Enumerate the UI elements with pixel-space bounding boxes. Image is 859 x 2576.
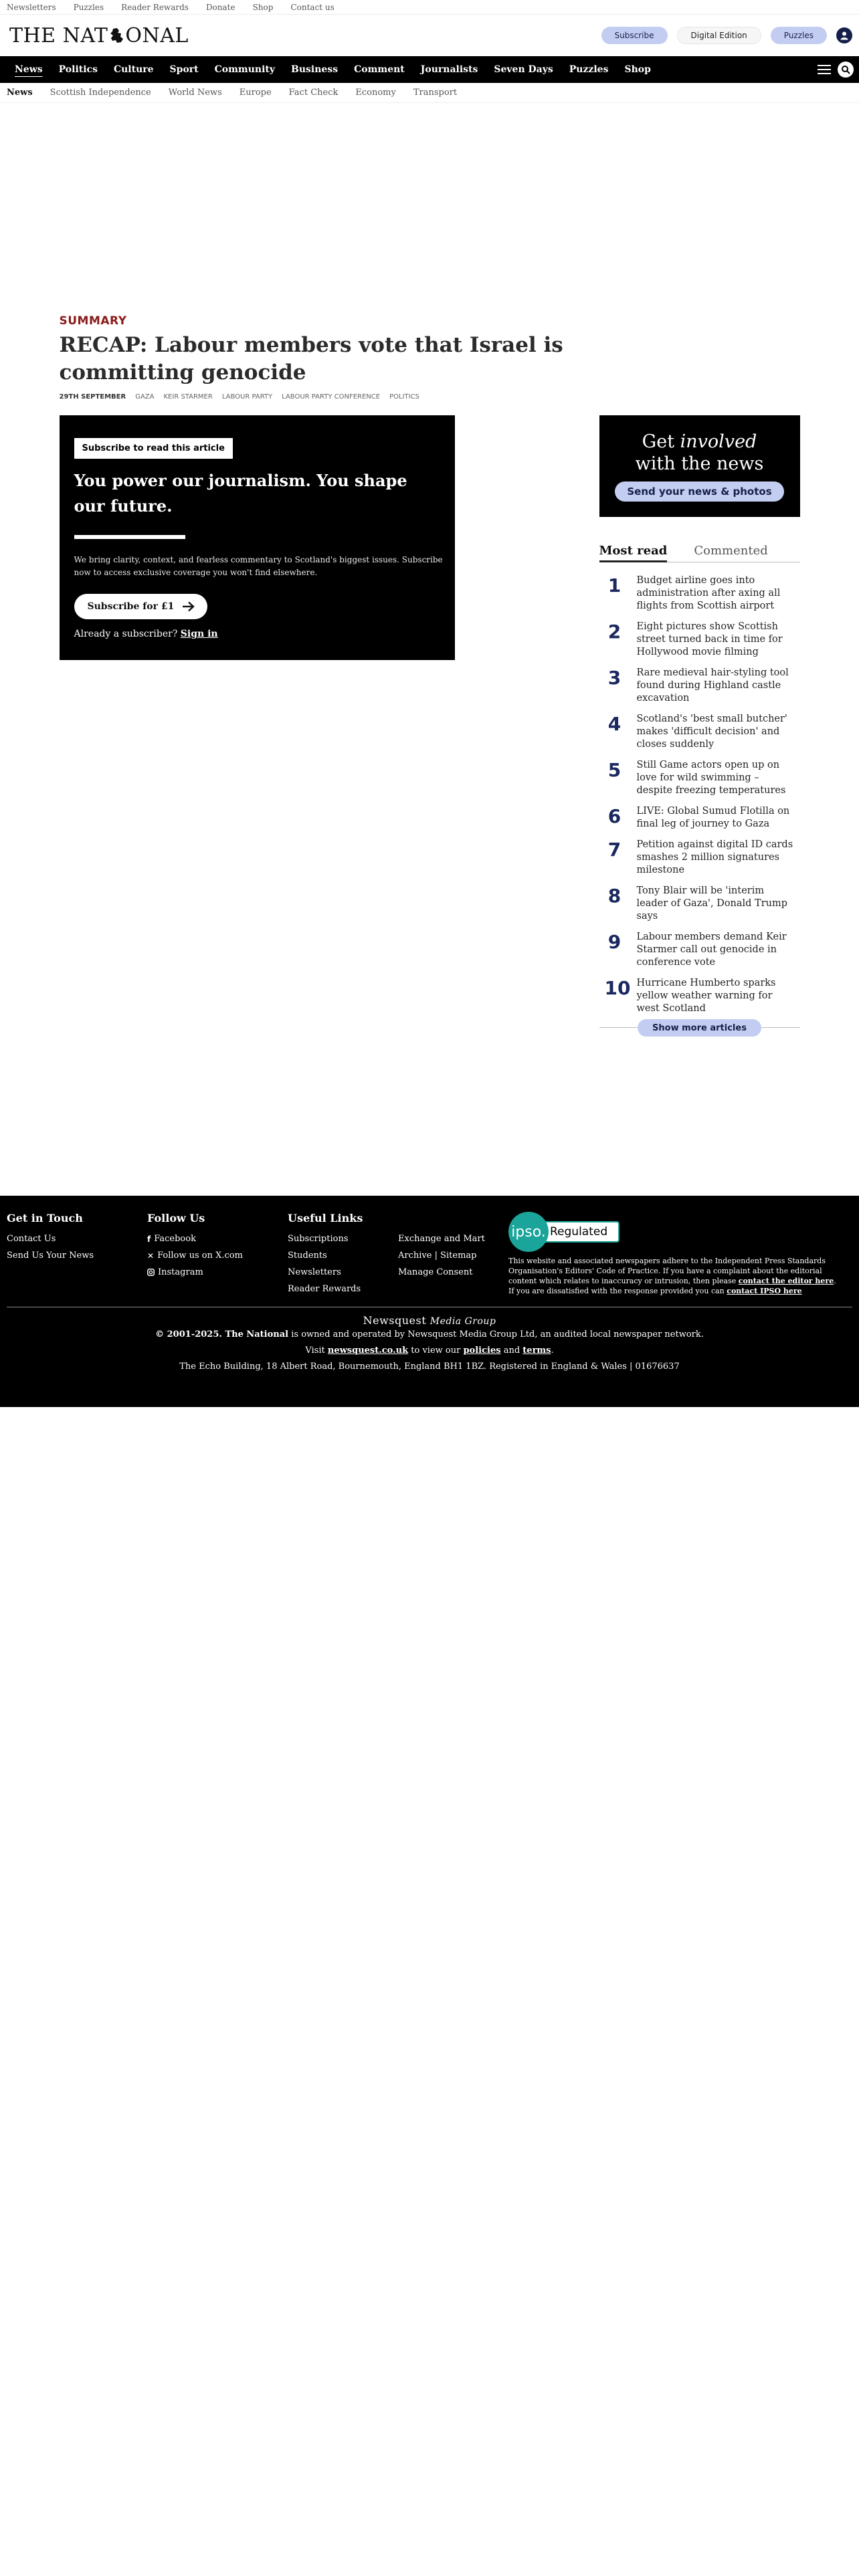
ipso-logo: ipso. (508, 1212, 549, 1252)
visit-text: Visit (305, 1346, 325, 1356)
paywall-badge: Subscribe to read this article (74, 438, 233, 459)
search-button[interactable] (838, 62, 854, 78)
nav-item-sport[interactable]: Sport (169, 64, 199, 75)
header-actions (601, 27, 852, 44)
utility-bar (0, 0, 859, 15)
most-read-title: Rare medieval hair-styling tool found during Highland castle excavation (636, 667, 789, 704)
terms-link[interactable]: terms (522, 1346, 551, 1356)
primary-nav (0, 56, 859, 83)
footer-link-students[interactable]: Students (288, 1251, 327, 1261)
puzzles-button[interactable]: Puzzles (771, 27, 827, 44)
user-account-button[interactable] (836, 27, 852, 43)
article-meta (60, 393, 800, 401)
footer-link-newsletters[interactable]: Newsletters (288, 1267, 341, 1277)
useful-links-grid (288, 1234, 508, 1301)
sidebar (599, 415, 800, 1045)
newsquest-link[interactable]: newsquest.co.uk (327, 1346, 409, 1356)
newsquest-name: Newsquest (363, 1314, 427, 1327)
rank-number: 5 (607, 759, 622, 781)
subscribe-for-1-label: Subscribe for £1 (87, 601, 175, 612)
utility-link-shop[interactable]: Shop (252, 2, 274, 12)
sign-in-link[interactable]: Sign in (180, 629, 218, 639)
logo-text-left: THE NAT (9, 23, 108, 47)
footer-columns (0, 1196, 859, 1307)
footer-link-subscriptions[interactable]: Subscriptions (288, 1234, 349, 1244)
tag-labour-party-conference[interactable]: LABOUR PARTY CONFERENCE (282, 393, 381, 401)
rank-number: 7 (607, 839, 622, 861)
article-body-row (60, 415, 800, 1045)
footer-bottom (0, 1307, 859, 1375)
most-read-title: Eight pictures show Scottish street turned back in time for Hollywood movie filming (636, 621, 783, 657)
footer-link-facebook[interactable] (147, 1234, 288, 1244)
nav-item-culture[interactable]: Culture (113, 64, 154, 75)
most-read-item[interactable] (599, 705, 800, 751)
rank-number: 1 (607, 574, 622, 597)
footer-link-facebook-label: Facebook (154, 1234, 196, 1244)
and-text: and (503, 1346, 520, 1356)
footer-link-archive-sitemap[interactable]: Archive | Sitemap (398, 1251, 477, 1261)
paywall-text: We bring clarity, context, and fearless commentary to Scotland's biggest issues. Subscribe now to access exclusive coverage you won't find elsewhere. (74, 555, 443, 577)
footer-heading-follow-us: Follow Us (147, 1212, 205, 1224)
utility-link-contact[interactable]: Contact us (290, 2, 335, 12)
subnav-item-fact-check[interactable]: Fact Check (288, 88, 339, 98)
nav-item-seven-days[interactable]: Seven Days (494, 64, 553, 75)
scotland-map-icon (109, 27, 124, 43)
footer-get-in-touch (7, 1212, 147, 1307)
already-subscriber-text: Already a subscriber? (74, 629, 178, 639)
secondary-nav (0, 83, 859, 103)
x-logo-icon: ✕ (147, 1251, 155, 1261)
subscribe-for-1-button[interactable] (74, 594, 208, 619)
copyright-rest: is owned and operated by Newsquest Media Group Ltd, an audited local newspaper network. (291, 1329, 704, 1339)
tag-labour-party[interactable]: LABOUR PARTY (221, 393, 273, 401)
footer-link-exchange-and-mart[interactable]: Exchange and Mart (398, 1234, 485, 1244)
tag-gaza[interactable]: GAZA (135, 393, 155, 401)
send-news-button[interactable]: Send your news & photos (615, 481, 783, 502)
get-involved-title (636, 431, 764, 475)
get-involved-with-news: with the news (635, 453, 764, 474)
footer-link-x-label: Follow us on X.com (157, 1251, 243, 1261)
ipso-text-start: This website and associated newspapers adhere to the Independent Press Standards Organisation's Editors' Code of Practice. If you have a complaint about the editorial content which relates to inaccuracy or intrusion, then please (508, 1257, 826, 1285)
rank-number: 10 (604, 977, 631, 999)
site-logo[interactable] (9, 24, 189, 47)
tag-politics[interactable]: POLITICS (389, 393, 419, 401)
most-read-title: Still Game actors open up on love for wild swimming – despite freezing temperatures (636, 760, 786, 796)
nav-item-journalists[interactable]: Journalists (420, 64, 478, 75)
ipso-regulated-label: Regulated (541, 1221, 619, 1243)
footer-follow-us (147, 1212, 288, 1307)
to-view-text: to view our (411, 1346, 461, 1356)
user-icon (840, 31, 849, 40)
most-read-title: Budget airline goes into administration after axing all flights from Scottish airport (636, 575, 781, 611)
copyright-bold: © 2001-2025. The National (155, 1329, 289, 1339)
newsquest-logo (0, 1314, 859, 1327)
visit-line (0, 1343, 859, 1359)
most-read-title: Scotland's 'best small butcher' makes 'difficult decision' and closes suddenly (636, 714, 787, 750)
utility-link-newsletters[interactable]: Newsletters (7, 2, 56, 12)
most-read-list (599, 566, 800, 1015)
rank-number: 4 (607, 713, 622, 735)
paywall-signin-row (74, 629, 440, 639)
subnav-item-news[interactable]: News (7, 88, 33, 98)
tab-commented[interactable]: Commented (694, 544, 768, 558)
most-read-item[interactable] (599, 797, 800, 831)
utility-link-reader-rewards[interactable]: Reader Rewards (121, 2, 189, 12)
search-icon (841, 65, 850, 74)
rank-number: 2 (607, 621, 622, 643)
subnav-item-europe[interactable]: Europe (239, 88, 272, 98)
digital-edition-button[interactable]: Digital Edition (677, 27, 761, 44)
masthead (0, 15, 859, 56)
get-involved-get: Get (642, 431, 675, 452)
paywall-panel (60, 415, 455, 660)
footer-heading-get-in-touch: Get in Touch (7, 1212, 83, 1224)
subnav-item-economy[interactable]: Economy (355, 88, 396, 98)
most-read-item[interactable] (599, 566, 800, 613)
nav-tools (816, 62, 854, 78)
utility-link-donate[interactable]: Donate (205, 2, 235, 12)
subscribe-button[interactable]: Subscribe (601, 27, 668, 44)
subnav-item-world-news[interactable]: World News (168, 88, 222, 98)
contact-editor-link[interactable]: contact the editor here (738, 1277, 834, 1285)
menu-icon[interactable] (816, 62, 832, 78)
policies-link[interactable]: policies (463, 1346, 501, 1356)
footer-link-contact-us[interactable]: Contact Us (7, 1234, 56, 1244)
copyright-line (0, 1327, 859, 1343)
logo-text-right: ONAL (125, 23, 189, 47)
contact-ipso-link[interactable]: contact IPSO here (727, 1287, 802, 1295)
most-read-title: Petition against digital ID cards smashes 2 million signatures milestone (636, 839, 793, 875)
article-kicker: SUMMARY (59, 314, 127, 328)
footer-link-manage-consent[interactable]: Manage Consent (398, 1267, 473, 1277)
nav-item-community[interactable]: Community (214, 64, 276, 75)
most-read-item[interactable] (599, 751, 800, 797)
footer-link-instagram[interactable] (147, 1267, 288, 1277)
article (60, 314, 800, 1045)
most-read-item[interactable] (599, 831, 800, 877)
most-read-title: Tony Blair will be 'interim leader of Gaza', Donald Trump says (636, 885, 788, 922)
article-headline: RECAP: Labour members vote that Israel is committing genocide (59, 333, 563, 385)
facebook-icon: f (147, 1234, 151, 1244)
ad-space (0, 103, 859, 314)
most-read-tabs (599, 544, 800, 562)
most-read-item[interactable] (599, 923, 800, 969)
nav-item-business[interactable]: Business (291, 64, 339, 75)
most-read-item[interactable] (599, 877, 800, 923)
footer-heading-useful-links: Useful Links (288, 1212, 363, 1224)
ipso-regulated-badge[interactable] (508, 1212, 843, 1252)
nav-item-shop[interactable]: Shop (624, 64, 651, 75)
article-date: 29TH SEPTEMBER (59, 393, 126, 401)
show-more-articles-button[interactable]: Show more articles (638, 1019, 761, 1037)
tag-keir-starmer[interactable]: KEIR STARMER (163, 393, 213, 401)
most-read-title: Labour members demand Keir Starmer call out genocide in conference vote (636, 932, 787, 968)
footer-link-send-news[interactable]: Send Us Your News (7, 1251, 94, 1261)
most-read-title: Hurricane Humberto sparks yellow weather warning for west Scotland (636, 978, 776, 1014)
address-line: The Echo Building, 18 Albert Road, Bournemouth, England BH1 1BZ. Registered in England & Wales | 01676637 (179, 1362, 680, 1372)
utility-link-puzzles[interactable]: Puzzles (73, 2, 104, 12)
show-more-wrap (599, 1023, 800, 1045)
most-read-item[interactable] (599, 659, 800, 705)
footer-ipso (508, 1212, 843, 1307)
rank-number: 3 (607, 667, 622, 689)
instagram-icon (147, 1269, 155, 1276)
footer-link-instagram-label: Instagram (158, 1267, 203, 1277)
most-read-item[interactable] (599, 969, 800, 1015)
rank-number: 9 (607, 931, 622, 953)
subnav-item-scottish-independence[interactable]: Scottish Independence (50, 88, 151, 98)
arrow-right-icon (182, 601, 195, 612)
tab-most-read[interactable]: Most read (599, 544, 668, 562)
paywall-divider (74, 535, 185, 539)
footer-useful-links (288, 1212, 508, 1307)
period-text: . (551, 1346, 554, 1356)
footer-link-x[interactable] (147, 1251, 288, 1261)
rank-number: 8 (607, 885, 622, 907)
rank-number: 6 (607, 805, 622, 827)
paywall-title: You power our journalism. You shape our future. (74, 471, 407, 516)
site-footer (0, 1196, 859, 1407)
nav-item-politics[interactable]: Politics (58, 64, 98, 75)
subnav-item-transport[interactable]: Transport (413, 88, 458, 98)
most-read-item[interactable] (599, 613, 800, 659)
nav-item-puzzles[interactable]: Puzzles (569, 64, 609, 75)
footer-link-reader-rewards[interactable]: Reader Rewards (288, 1284, 361, 1294)
ipso-text-mid: . If you are dissatisfied with the response provided you can (508, 1277, 836, 1295)
newsquest-sub: Media Group (430, 1316, 496, 1327)
get-involved-panel (599, 415, 800, 517)
most-read-title: LIVE: Global Sumud Flotilla on final leg of journey to Gaza (636, 806, 790, 829)
nav-item-comment[interactable]: Comment (354, 64, 405, 75)
ipso-statement (508, 1256, 843, 1296)
nav-item-news[interactable]: News (15, 64, 43, 75)
get-involved-involved: involved (680, 431, 757, 452)
